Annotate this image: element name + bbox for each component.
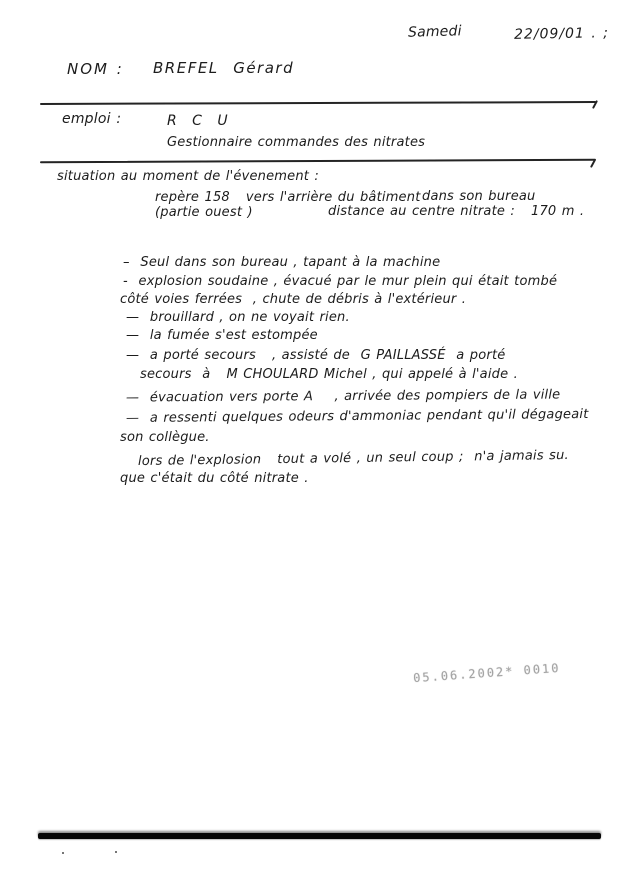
- scan-speck-2: [115, 851, 117, 853]
- note-line-10: son collègue.: [120, 430, 210, 445]
- note-line-1: – Seul dans son bureau , tapant à la machine: [123, 255, 441, 270]
- section-divider-2: [40, 159, 596, 163]
- section-divider-1: [40, 101, 596, 105]
- bottom-scan-bar: [38, 833, 601, 839]
- emploi-value-desc: Gestionnaire commandes des nitrates: [167, 135, 426, 150]
- emploi-value-title: R C U: [167, 113, 233, 129]
- situation-label: situation au moment de l'évenement :: [57, 169, 320, 184]
- situation-line2-left: (partie ouest ): [155, 205, 253, 220]
- situation-line1-left: repère 158 vers l'arrière du bâtiment: [155, 190, 421, 205]
- closing-line-2: que c'était du côté nitrate .: [120, 471, 309, 486]
- date-value: 22/09/01 . ;: [513, 25, 610, 43]
- note-line-8: — évacuation vers porte A , arrivée des pompiers de la ville: [125, 387, 561, 406]
- note-line-5: — la fumée s'est estompée: [126, 328, 318, 343]
- note-line-7: secours à M CHOULARD Michel , qui appelé à l'aide .: [140, 367, 518, 382]
- note-line-6: — a porté secours , assisté de G PAILLASSÉ a porté: [126, 348, 506, 363]
- situation-line2-right: distance au centre nitrate : 170 m .: [328, 204, 585, 219]
- note-line-9: — a ressenti quelques odeurs d'ammoniac pendant qu'il dégageait: [125, 406, 589, 427]
- situation-line1-right: dans son bureau: [422, 189, 536, 204]
- datestamp: 05.06.2002* 0010: [412, 660, 561, 686]
- note-line-3: côté voies ferrées , chute de débris à l'extérieur .: [120, 292, 467, 307]
- closing-line-1: lors de l'explosion tout a volé , un seul coup ; n'a jamais su.: [137, 447, 569, 470]
- note-line-2: - explosion soudaine , évacué par le mur plein qui était tombé: [123, 274, 558, 289]
- scan-speck-1: [62, 852, 64, 854]
- emploi-label: emploi :: [62, 111, 122, 127]
- date-day: Samedi: [407, 23, 462, 41]
- nom-value: BREFEL Gérard: [153, 59, 295, 77]
- note-line-4: — brouillard , on ne voyait rien.: [126, 310, 350, 325]
- nom-label: NOM :: [67, 60, 124, 78]
